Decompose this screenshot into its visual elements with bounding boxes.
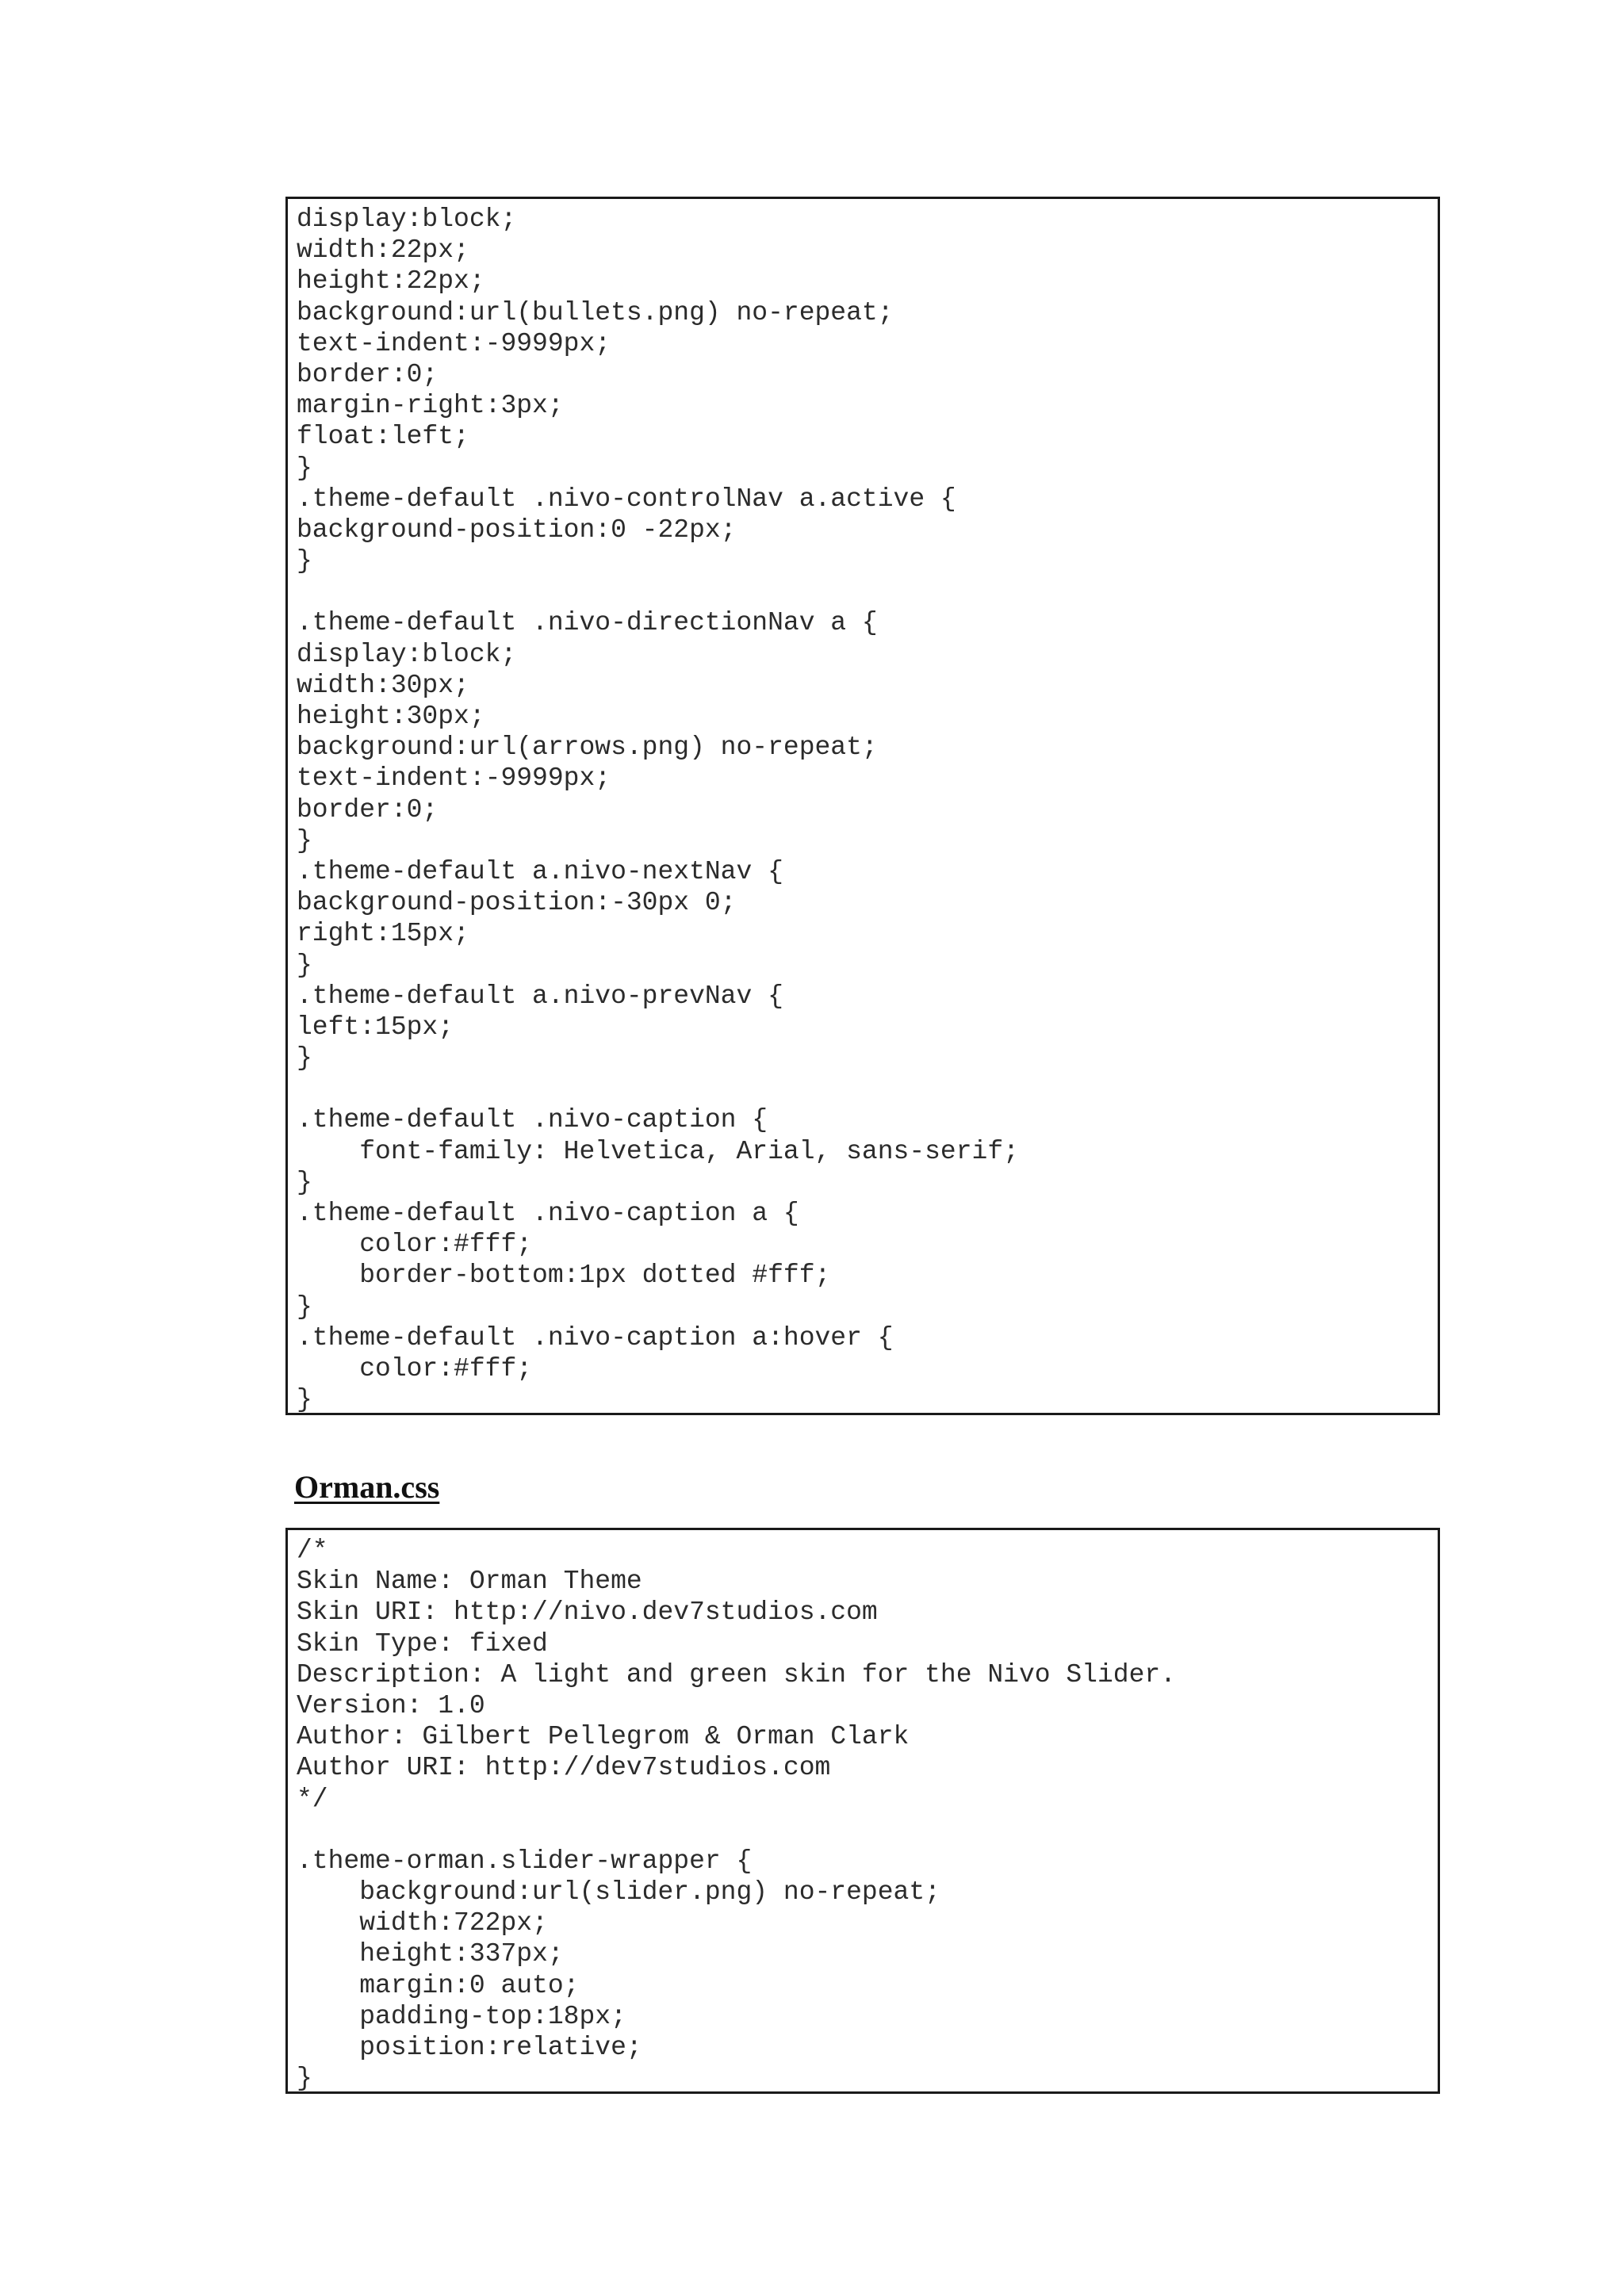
code-line: } xyxy=(297,2064,312,2094)
code-line: height:30px; xyxy=(297,702,485,731)
section-heading-orman-css: Orman.css xyxy=(294,1469,440,1505)
code-line: .theme-orman.slider-wrapper { xyxy=(297,1846,753,1876)
code-line: .theme-default .nivo-caption a { xyxy=(297,1199,799,1228)
code-line xyxy=(297,1073,1438,1104)
code-line: } xyxy=(297,950,312,980)
code-line: width:30px; xyxy=(297,670,469,700)
code-block-orman-css xyxy=(285,1528,1440,2094)
code-line: display:block; xyxy=(297,639,517,669)
code-line: font-family: Helvetica, Arial, sans-serif; xyxy=(297,1136,1019,1166)
code-line: } xyxy=(297,825,312,855)
code-line: position:relative; xyxy=(297,2033,642,2062)
code-line: Description: A light and green skin for the Nivo Slider. xyxy=(297,1659,1176,1689)
code-line: .theme-default .nivo-caption a:hover { xyxy=(297,1322,894,1353)
code-line: display:block; xyxy=(297,205,517,234)
code-line: text-indent:-9999px; xyxy=(297,328,611,358)
code-line: */ xyxy=(297,1784,328,1814)
code-line xyxy=(297,576,1438,607)
code-line: Version: 1.0 xyxy=(297,1690,485,1720)
code-line: color:#fff; xyxy=(297,1230,533,1260)
code-line: float:left; xyxy=(297,422,469,452)
code-line: background:url(bullets.png) no-repeat; xyxy=(297,297,894,327)
code-block-theme-default xyxy=(285,197,1440,1415)
code-line: } xyxy=(297,1292,312,1322)
code-line: border:0; xyxy=(297,794,439,825)
code-line: /* xyxy=(297,1536,328,1565)
code-line: width:22px; xyxy=(297,235,469,266)
code-line: } xyxy=(297,1043,312,1073)
code-line: border:0; xyxy=(297,359,439,389)
code-line: background:url(arrows.png) no-repeat; xyxy=(297,733,878,763)
code-line: .theme-default .nivo-caption { xyxy=(297,1105,768,1135)
code-line: width:722px; xyxy=(297,1908,548,1938)
code-line: .theme-default .nivo-directionNav a { xyxy=(297,608,878,638)
code-line: Author URI: http://dev7studios.com xyxy=(297,1753,831,1783)
code-line xyxy=(297,1815,1438,1846)
code-line: .theme-default .nivo-controlNav a.active { xyxy=(297,484,956,514)
code-line: text-indent:-9999px; xyxy=(297,763,611,794)
code-line: padding-top:18px; xyxy=(297,2001,626,2031)
code-line: margin-right:3px; xyxy=(297,391,564,421)
code-line: left:15px; xyxy=(297,1012,454,1042)
code-line: } xyxy=(297,546,312,576)
code-line: Author: Gilbert Pellegrom & Orman Clark xyxy=(297,1722,910,1752)
code-line: background-position:0 -22px; xyxy=(297,515,737,545)
code-line: border-bottom:1px dotted #fff; xyxy=(297,1261,831,1291)
code-line: background-position:-30px 0; xyxy=(297,888,737,918)
code-line: height:22px; xyxy=(297,266,485,297)
code-line: Skin URI: http://nivo.dev7studios.com xyxy=(297,1598,878,1628)
code-line: .theme-default a.nivo-prevNav { xyxy=(297,981,783,1011)
code-line: height:337px; xyxy=(297,1939,564,1969)
code-line: } xyxy=(297,1385,312,1415)
code-line: right:15px; xyxy=(297,919,469,949)
code-line: margin:0 auto; xyxy=(297,1970,580,2000)
code-line: Skin Type: fixed xyxy=(297,1628,548,1659)
code-line: .theme-default a.nivo-nextNav { xyxy=(297,856,783,886)
code-line: background:url(slider.png) no-repeat; xyxy=(297,1877,940,1908)
code-line: color:#fff; xyxy=(297,1353,533,1383)
code-line: Skin Name: Orman Theme xyxy=(297,1567,642,1597)
code-line: } xyxy=(297,453,312,483)
code-line: } xyxy=(297,1167,312,1197)
